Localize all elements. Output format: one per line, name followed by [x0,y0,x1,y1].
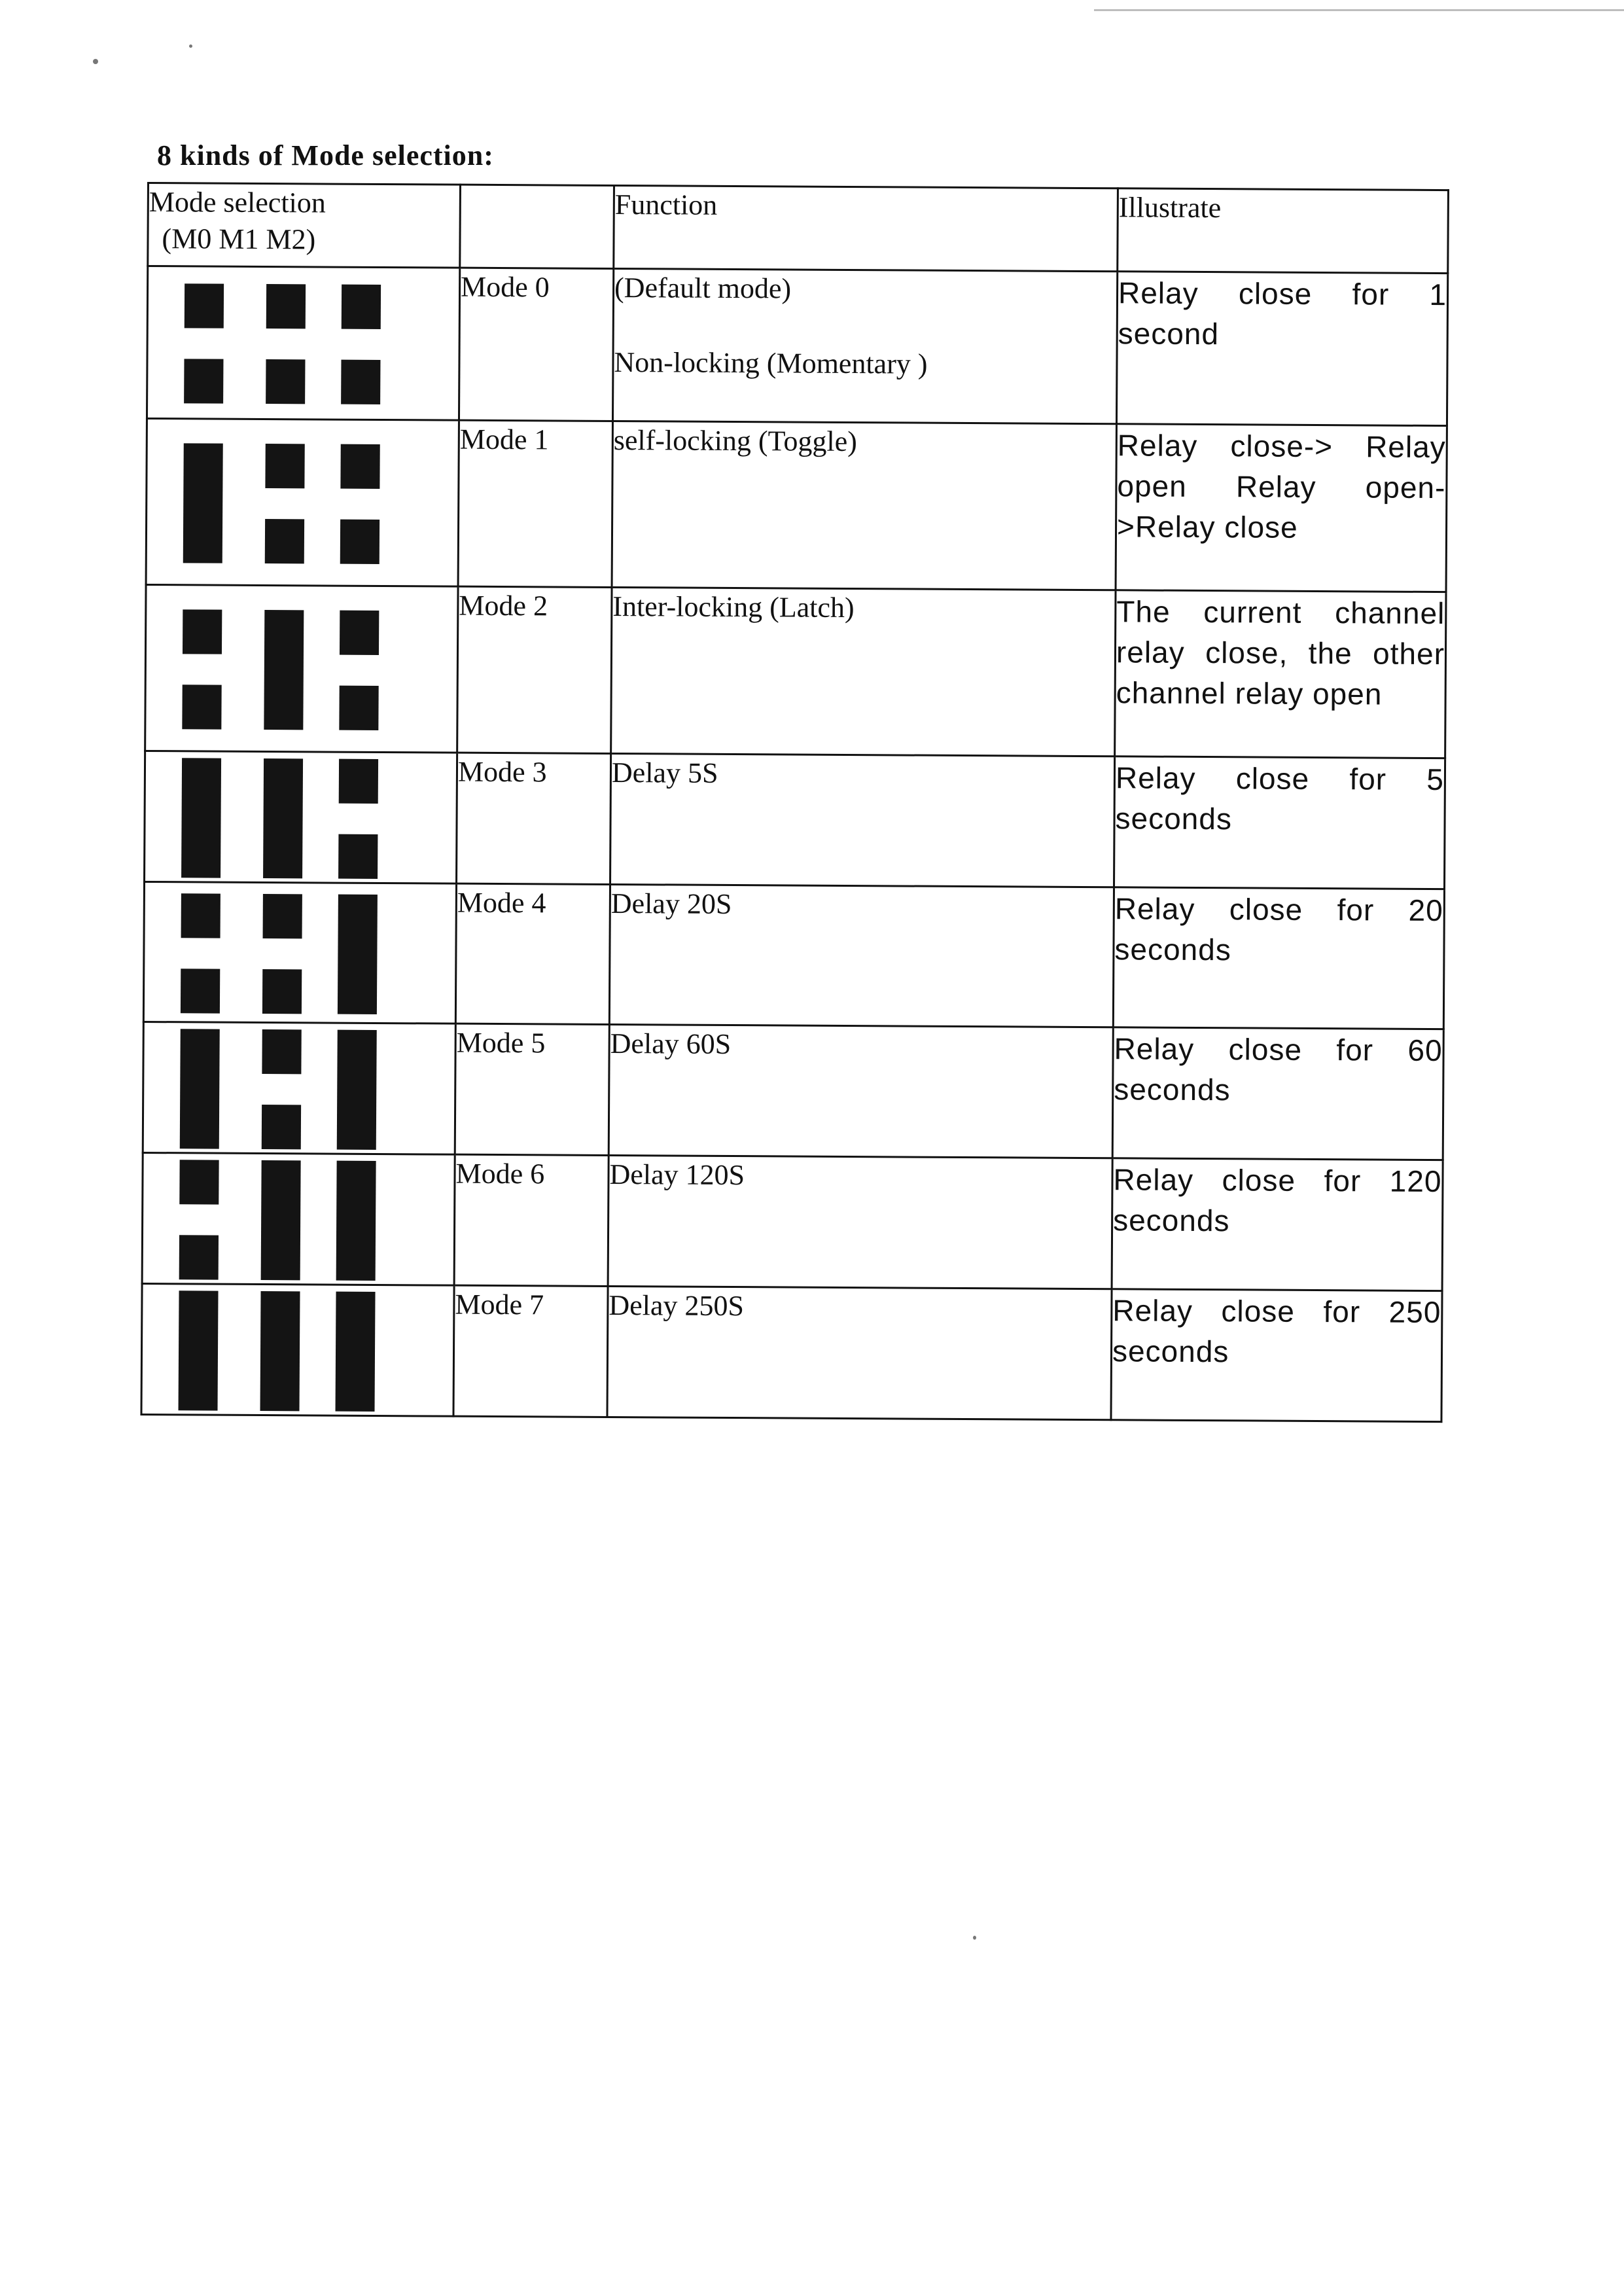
dip-switch-m0-off [181,893,221,1013]
dip-switch-m1-on [261,1160,301,1280]
dip-switch-m1-off [266,284,306,404]
dip-switch-block [181,758,221,878]
mode-label: Mode 3 [457,753,611,884]
mode-label: Mode 6 [454,1154,609,1286]
dip-switch-block [180,1029,220,1148]
page-heading: 8 kinds of Mode selection: [157,139,494,171]
mode-label: Mode 7 [453,1285,608,1417]
dip-switch-block [340,444,380,489]
dip-switch-m2-on [336,1292,376,1412]
dip-switch-m2-off [338,759,378,879]
dip-switch-pattern [147,266,459,421]
function-text: Delay 20S [610,887,732,921]
function-cell [610,753,1115,887]
function-cell [609,884,1114,1027]
function-text: Delay 120S [609,1158,745,1192]
dip-switch-block [342,285,381,329]
dip-switch-pattern [143,1022,455,1154]
function-cell [607,1286,1112,1419]
dip-switch-m0-off [184,283,224,403]
dip-switch-block [262,1105,301,1149]
dip-switch-block [185,283,224,328]
mode-label: Mode 4 [455,883,610,1024]
mode-label: Mode 5 [455,1023,609,1155]
function-text: Delay 250S [609,1289,745,1323]
dip-switch-m1-on [263,758,303,878]
dip-switch-block [266,359,305,404]
function-cell [612,268,1117,423]
dip-switch-block [340,520,380,564]
dip-switch-pattern [145,751,457,883]
dip-switch-m0-on [180,1029,220,1148]
dip-switch-pattern [141,1283,454,1416]
function-text: Inter-locking (Latch) [612,590,855,624]
dip-switch-block [337,1030,377,1150]
scan-edge-line [1094,9,1624,11]
illustrate-text: Relay close for 60 seconds [1112,1027,1443,1160]
function-cell [609,1024,1113,1158]
dip-switch-m0-on [181,758,221,878]
mode-selection-table [140,182,1449,1423]
dip-switch-m0-off [182,609,222,729]
dip-switch-block [262,1029,301,1074]
dip-switch-pattern [142,1152,455,1285]
header-mode [460,185,614,268]
table-row [145,584,1446,758]
illustrate-text: The current channel relay close, the other channel relay open [1115,590,1446,758]
dip-switch-m1-off [265,444,305,563]
dip-switch-block [336,1161,376,1281]
mode-label: Mode 1 [458,420,612,587]
illustrate-text: Relay close for 5 seconds [1114,756,1445,889]
dip-switch-m1-off [262,1029,302,1149]
dip-switch-m2-off [339,611,379,730]
dip-switch-m0-off [179,1160,219,1279]
header-mode-selection-sub: (M0 M1 M2) [162,222,316,256]
dip-switch-m2-off [340,444,380,564]
dip-switch-m1-on [264,610,304,730]
function-text: Delay 60S [610,1027,732,1061]
header-mode-selection [148,183,461,268]
dip-switch-m1-off [262,894,302,1014]
illustrate-text: Relay close for 1 second [1116,272,1447,426]
function-cell [611,587,1116,756]
illustrate-text: Relay close-> Relay open Relay open->Relay close [1116,424,1447,592]
dip-switch-block [339,686,378,730]
mode-label: Mode 2 [457,586,612,753]
table-row [143,1022,1443,1160]
header-mode-selection-label: Mode selection [149,186,327,219]
dip-switch-block [336,1292,376,1412]
dip-switch-m0-on [179,1290,219,1410]
dip-switch-block [179,1160,219,1204]
dip-switch-pattern [146,419,459,587]
dip-switch-block [265,444,304,488]
dip-switch-block [261,1160,301,1280]
function-text: Non-locking (Momentary ) [614,346,928,380]
function-cell [612,421,1116,590]
dip-switch-pattern [143,881,456,1023]
scan-speck [973,1936,976,1940]
dip-switch-block [184,359,223,403]
table-row [147,266,1447,426]
dip-switch-m2-on [337,1030,377,1150]
table-row [146,419,1447,592]
function-text: self-locking (Toggle) [613,423,857,458]
dip-switch-block [338,895,378,1014]
scan-speck [93,59,98,64]
dip-switch-block [263,758,303,878]
dip-switch-block [339,759,378,804]
dip-switch-block [182,685,221,729]
dip-switch-block [265,519,304,563]
dip-switch-m2-on [338,895,378,1014]
dip-switch-block [183,609,222,654]
dip-switch-block [181,969,220,1013]
table-header-row [148,183,1449,274]
dip-switch-m1-on [260,1291,300,1411]
dip-switch-m2-on [336,1161,376,1281]
table-row [145,751,1445,889]
illustrate-text: Relay close for 250 seconds [1111,1289,1442,1422]
header-function: Function [614,185,1118,271]
dip-switch-m2-off [341,285,381,404]
dip-switch-block [179,1235,219,1279]
illustrate-text: Relay close for 20 seconds [1113,887,1444,1029]
dip-switch-pattern [145,584,458,753]
illustrate-text: Relay close for 120 seconds [1112,1158,1443,1291]
table-row [142,1152,1443,1290]
dip-switch-block [262,969,302,1014]
function-cell [608,1155,1112,1289]
dip-switch-block [260,1291,300,1411]
dip-switch-block [338,834,378,879]
scan-speck [189,44,192,48]
dip-switch-block [341,360,380,404]
dip-switch-block [264,610,304,730]
dip-switch-block [340,611,379,655]
dip-switch-block [183,443,223,563]
dip-switch-block [181,893,221,938]
function-text: Delay 5S [611,756,718,789]
dip-switch-block [263,894,302,938]
dip-switch-block [179,1290,219,1410]
mode-label: Mode 0 [459,268,613,421]
header-illustrate: Illustrate [1118,188,1449,274]
table-row [143,881,1444,1029]
function-text: (Default mode) [614,271,792,305]
table-row [141,1283,1442,1421]
dip-switch-block [266,284,306,329]
dip-switch-m0-on [183,443,223,563]
